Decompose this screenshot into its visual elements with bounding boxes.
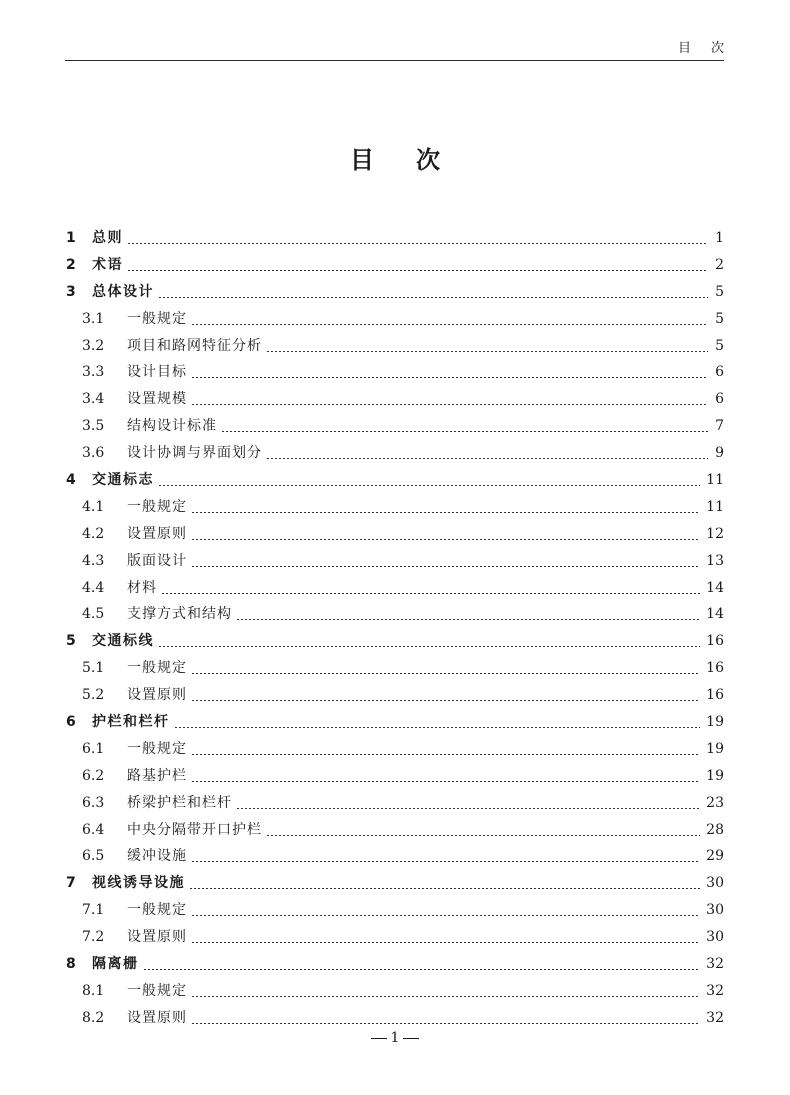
toc-chapter-entry[interactable] — [66, 225, 724, 252]
toc-entry-page: 32 — [706, 956, 724, 973]
toc-section-entry[interactable] — [66, 575, 724, 602]
toc-dot-leader — [191, 539, 700, 540]
toc-chapter-entry[interactable] — [66, 252, 724, 279]
toc-entry-page: 5 — [715, 310, 724, 327]
toc-dot-leader — [161, 593, 700, 594]
footer-dash-right — [403, 1038, 419, 1039]
toc-entry-label: 一般规定 — [127, 498, 187, 515]
toc-entry-page: 30 — [706, 875, 724, 892]
toc-entry-label: 设置原则 — [127, 687, 187, 704]
toc-section-entry[interactable] — [66, 763, 724, 790]
toc-entry-page: 19 — [706, 740, 724, 757]
toc-entry-label: 设置原则 — [127, 1009, 187, 1026]
toc-entry-label: 一般规定 — [127, 660, 187, 677]
toc-entry-number: 2 — [66, 256, 76, 273]
toc-dot-leader — [191, 377, 708, 378]
toc-entry-page: 32 — [706, 1009, 724, 1026]
toc-entry-page: 6 — [715, 391, 724, 408]
toc-entry-label: 设置原则 — [127, 929, 187, 946]
toc-entry-page: 9 — [715, 445, 724, 462]
toc-entry-number: 1 — [66, 230, 76, 246]
toc-dot-leader — [189, 888, 700, 889]
toc-entry-number: 6.5 — [82, 848, 105, 865]
toc-entry-number: 5 — [66, 633, 76, 650]
toc-entry-number: 3.5 — [82, 418, 105, 435]
toc-dot-leader — [266, 458, 708, 459]
toc-chapter-entry[interactable] — [66, 870, 724, 897]
toc-entry-label: 一般规定 — [127, 982, 187, 999]
toc-entry-label: 总体设计 — [92, 283, 154, 300]
toc-entry-page: 5 — [715, 337, 724, 354]
toc-section-entry[interactable] — [66, 817, 724, 844]
toc-section-entry[interactable] — [66, 333, 724, 360]
toc-entry-number: 3.4 — [82, 391, 105, 408]
toc-dot-leader — [191, 996, 700, 997]
toc-dot-leader — [158, 646, 700, 647]
toc-section-entry[interactable] — [66, 521, 724, 548]
toc-entry-number: 4.3 — [82, 552, 105, 569]
toc-chapter-entry[interactable] — [66, 951, 724, 978]
toc-entry-label: 设置原则 — [127, 525, 187, 542]
toc-entry-label: 一般规定 — [127, 902, 187, 919]
toc-entry-label: 设计目标 — [127, 364, 187, 381]
toc-section-entry[interactable] — [66, 413, 724, 440]
toc-dot-leader — [191, 861, 700, 862]
toc-section-entry[interactable] — [66, 386, 724, 413]
page-footer — [0, 1030, 790, 1046]
toc-entry-number: 4 — [66, 472, 76, 489]
toc-entry-label: 中央分隔带开口护栏 — [127, 821, 262, 838]
toc-entry-number: 4.1 — [82, 498, 105, 515]
toc-entry-number: 7 — [66, 875, 76, 892]
toc-dot-leader — [191, 404, 708, 405]
toc-entry-page: 11 — [706, 498, 724, 515]
toc-section-entry[interactable] — [66, 359, 724, 386]
toc-entry-label: 一般规定 — [127, 740, 187, 757]
toc-entry-label: 总则 — [92, 230, 123, 246]
toc-dot-leader — [266, 351, 708, 352]
toc-entry-page: 14 — [706, 579, 724, 596]
toc-entry-number: 5.1 — [82, 660, 105, 677]
toc-entry-number: 4.4 — [82, 579, 105, 596]
toc-entry-label: 视线诱导设施 — [92, 875, 185, 892]
toc-entry-label: 一般规定 — [127, 310, 187, 327]
toc-entry-number: 3.6 — [82, 445, 105, 462]
toc-section-entry[interactable] — [66, 924, 724, 951]
toc-entry-page: 11 — [706, 472, 724, 489]
toc-dot-leader — [143, 969, 701, 970]
toc-dot-leader — [127, 270, 708, 271]
toc-entry-label: 版面设计 — [127, 552, 187, 569]
toc-section-entry[interactable] — [66, 682, 724, 709]
toc-entry-page: 30 — [706, 902, 724, 919]
toc-entry-number: 6.3 — [82, 794, 105, 811]
toc-dot-leader — [191, 324, 708, 325]
toc-section-entry[interactable] — [66, 897, 724, 924]
toc-entry-label: 项目和路网特征分析 — [127, 337, 262, 354]
toc-entry-label: 隔离栅 — [92, 956, 139, 973]
toc-section-entry[interactable] — [66, 1005, 724, 1032]
toc-entry-label: 设置规模 — [127, 391, 187, 408]
toc-entry-page: 19 — [706, 767, 724, 784]
toc-section-entry[interactable] — [66, 978, 724, 1005]
toc-dot-leader — [174, 727, 701, 728]
running-header — [65, 34, 744, 61]
table-of-contents — [66, 225, 724, 1032]
toc-entry-number: 6 — [66, 714, 76, 731]
toc-entry-number: 7.1 — [82, 902, 105, 919]
toc-entry-label: 护栏和栏杆 — [92, 714, 170, 731]
toc-dot-leader — [236, 808, 700, 809]
toc-entry-label: 路基护栏 — [127, 767, 187, 784]
toc-entry-label: 交通标线 — [92, 633, 154, 650]
page-title: 目次 — [350, 146, 482, 174]
toc-dot-leader — [191, 1023, 700, 1024]
toc-chapter-entry[interactable] — [66, 709, 724, 736]
toc-dot-leader — [221, 431, 708, 432]
toc-dot-leader — [158, 297, 708, 298]
toc-chapter-entry[interactable] — [66, 279, 724, 306]
toc-entry-number: 6.2 — [82, 767, 105, 784]
toc-dot-leader — [127, 243, 708, 244]
toc-entry-number: 6.1 — [82, 740, 105, 757]
toc-chapter-entry[interactable] — [66, 628, 724, 655]
toc-entry-label: 术语 — [92, 256, 123, 273]
toc-entry-label: 桥梁护栏和栏杆 — [127, 794, 232, 811]
toc-entry-number: 3.1 — [82, 310, 105, 327]
toc-section-entry[interactable] — [66, 790, 724, 817]
toc-dot-leader — [191, 915, 700, 916]
toc-entry-page: 6 — [715, 364, 724, 381]
toc-entry-number: 4.2 — [82, 525, 105, 542]
toc-entry-number: 8.1 — [82, 982, 105, 999]
footer-dash-left — [371, 1038, 387, 1039]
toc-entry-number: 5.2 — [82, 687, 105, 704]
toc-entry-label: 支撑方式和结构 — [127, 606, 232, 623]
toc-section-entry[interactable] — [66, 494, 724, 521]
toc-entry-number: 8 — [66, 956, 76, 973]
toc-dot-leader — [158, 485, 700, 486]
toc-entry-page: 30 — [706, 929, 724, 946]
page-number: 1 — [390, 1030, 400, 1046]
toc-section-entry[interactable] — [66, 843, 724, 870]
toc-dot-leader — [236, 619, 700, 620]
toc-entry-page: 19 — [706, 714, 724, 731]
toc-entry-page: 14 — [706, 606, 724, 623]
toc-entry-page: 23 — [706, 794, 724, 811]
toc-section-entry[interactable] — [66, 655, 724, 682]
toc-dot-leader — [266, 835, 700, 836]
toc-entry-page: 13 — [706, 552, 724, 569]
toc-section-entry[interactable] — [66, 548, 724, 575]
toc-entry-label: 设计协调与界面划分 — [127, 445, 262, 462]
toc-entry-page: 16 — [706, 660, 724, 677]
toc-entry-page: 1 — [715, 230, 724, 246]
toc-entry-number: 4.5 — [82, 606, 105, 623]
toc-entry-number: 6.4 — [82, 821, 105, 838]
toc-entry-page: 2 — [715, 256, 724, 273]
toc-entry-number: 3 — [66, 283, 76, 300]
toc-entry-page: 16 — [706, 633, 724, 650]
toc-dot-leader — [191, 673, 700, 674]
toc-entry-page: 29 — [706, 848, 724, 865]
toc-dot-leader — [191, 512, 700, 513]
toc-dot-leader — [191, 754, 700, 755]
toc-entry-page: 16 — [706, 687, 724, 704]
toc-entry-label: 缓冲设施 — [127, 848, 187, 865]
toc-entry-page: 32 — [706, 982, 724, 999]
toc-chapter-entry[interactable] — [66, 467, 724, 494]
toc-entry-page: 5 — [715, 283, 724, 300]
toc-entry-label: 结构设计标准 — [127, 418, 217, 435]
toc-section-entry[interactable] — [66, 306, 724, 333]
toc-entry-label: 交通标志 — [92, 472, 154, 489]
toc-entry-page: 7 — [715, 418, 724, 435]
toc-dot-leader — [191, 700, 700, 701]
toc-dot-leader — [191, 942, 700, 943]
toc-entry-number: 3.3 — [82, 364, 105, 381]
running-header-text: 目次 — [677, 41, 744, 56]
toc-section-entry[interactable] — [66, 601, 724, 628]
toc-section-entry[interactable] — [66, 440, 724, 467]
toc-entry-number: 8.2 — [82, 1009, 105, 1026]
toc-entry-label: 材料 — [127, 579, 157, 596]
toc-entry-number: 7.2 — [82, 929, 105, 946]
toc-dot-leader — [191, 781, 700, 782]
toc-entry-page: 28 — [706, 821, 724, 838]
toc-entry-number: 3.2 — [82, 337, 105, 354]
toc-section-entry[interactable] — [66, 736, 724, 763]
toc-dot-leader — [191, 566, 700, 567]
toc-entry-page: 12 — [706, 525, 724, 542]
